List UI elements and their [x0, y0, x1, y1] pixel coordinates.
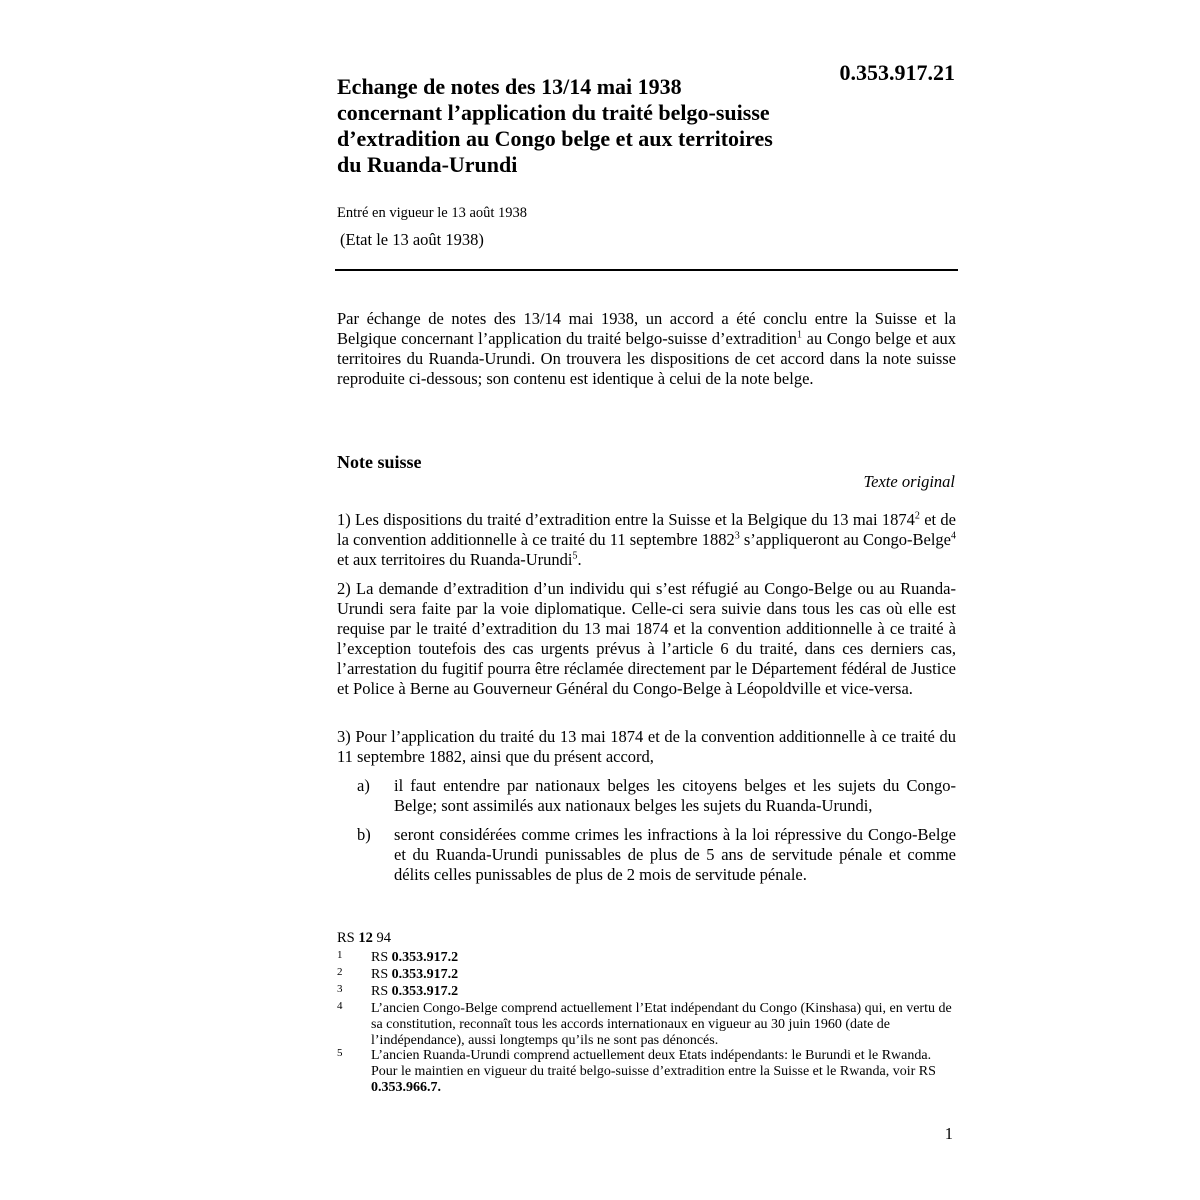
footnote-number: 5 — [337, 1047, 343, 1059]
rs-volume: 12 — [358, 930, 373, 946]
paragraph-text: et de la convention additionnelle à ce traité du 11 septembre 1882 — [337, 510, 956, 549]
footnote-ref[interactable]: 4 — [951, 530, 956, 542]
footnote-text — [371, 967, 957, 983]
title-divider — [335, 269, 958, 271]
document-title — [337, 74, 937, 178]
footnote-number: 2 — [337, 966, 343, 978]
footnote-ref[interactable]: 2 — [914, 510, 920, 522]
footnote-number: 1 — [337, 949, 343, 961]
footnote-ref-link[interactable]: 0.353.917.2 — [391, 967, 459, 982]
rs-page: 94 — [372, 930, 391, 946]
footnote-prefix: L’ancien Ruanda-Urundi comprend actuellement deux Etats indépendants: le Burundi et le Rwanda. Pour le maintien en vigueur du traité belgo-suisse d’extradition entre la Suisse et le Rwanda, voir RS — [371, 1048, 936, 1079]
footnote-body: L’ancien Congo-Belge comprend actuellement l’Etat indépendant du Congo (Kinshasa) qui, en vertu de sa constitution, reconnaît tous les accords internationaux en vigueur au 30 juin 1960 (date de l’indépendance), aussi longtemps qu’ils ne sont pas dénoncés. — [371, 1001, 952, 1048]
footnote-text — [371, 950, 957, 966]
status-date: (Etat le 13 août 1938) — [340, 230, 484, 249]
intro-paragraph — [337, 309, 956, 389]
title-line: concernant l’application du traité belgo-suisse — [337, 100, 770, 125]
paragraph-text: et aux territoires du Ruanda-Urundi — [337, 550, 573, 569]
footnote-ref[interactable]: 1 — [797, 329, 803, 341]
rs-prefix: RS — [337, 930, 359, 946]
footnote-ref-link[interactable]: 0.353.966.7. — [371, 1080, 441, 1095]
sr-number: 0.353.917.21 — [839, 60, 955, 85]
footnote-text — [371, 1001, 957, 1049]
rs-reference — [337, 930, 391, 947]
footnote-number: 4 — [337, 1000, 343, 1012]
footnote-ref[interactable]: 3 — [734, 530, 740, 542]
paragraph-1 — [337, 510, 956, 570]
intro-text: au Congo belge et aux territoires du Ruanda-Urundi. On trouvera les dispositions de cet accord dans la note suisse reproduite ci-dessous; son contenu est identique à celui de la note belge. — [337, 329, 956, 388]
paragraph-text: . — [577, 550, 582, 569]
footnote-prefix: RS — [371, 967, 392, 982]
footnote-text — [371, 1048, 957, 1096]
title-line: d’extradition au Congo belge et aux territoires — [337, 126, 773, 151]
list-item-text: seront considérées comme crimes les infractions à la loi répressive du Congo-Belge et du Ruanda-Urundi punissables de plus de 5 ans de servitude pénale et comme délits celles punissables de plus de 2 mois de servitude pénale. — [394, 825, 956, 884]
footnote-ref-link[interactable]: 0.353.917.2 — [391, 950, 459, 965]
list-item-text: il faut entendre par nationaux belges les citoyens belges et les sujets du Congo-Belge; sont assimilés aux nationaux belges les sujets du Ruanda-Urundi, — [394, 776, 956, 815]
paragraph-3: 3) Pour l’application du traité du 13 mai 1874 et de la convention additionnelle à ce traité du 11 septembre 1882, ainsi que du présent accord, — [337, 727, 956, 766]
paragraph-text: 1) Les dispositions du traité d’extradition entre la Suisse et la Belgique du 13 mai 1874 — [337, 510, 915, 529]
section-heading: Note suisse — [337, 452, 422, 472]
title-line: Echange de notes des 13/14 mai 1938 — [337, 74, 682, 99]
list-item-label: a) — [357, 776, 370, 795]
footnote-ref-link[interactable]: 0.353.917.2 — [391, 984, 459, 999]
entry-into-force: Entré en vigueur le 13 août 1938 — [337, 205, 528, 221]
footnote-ref[interactable]: 5 — [572, 550, 578, 562]
list-item-label: b) — [357, 825, 371, 844]
paragraph-text: s’appliqueront au Congo-Belge — [739, 530, 951, 549]
footnote-prefix: RS — [371, 984, 392, 999]
footnote-number: 3 — [337, 983, 343, 995]
title-line: du Ruanda-Urundi — [337, 152, 518, 177]
original-text-label: Texte original — [863, 472, 955, 491]
footnote-text — [371, 984, 957, 1000]
paragraph-2: 2) La demande d’extradition d’un individu qui s’est réfugié au Congo-Belge ou au Ruanda-Urundi sera faite par la voie diplomatique. Celle-ci sera suivie dans tous les cas où elle est requise par le traité d’extradition du 13 mai 1874 et la convention additionnelle à ce traité à l’exception toutefois des cas urgents prévus à l’article 6 du traité, dans ces derniers cas, l’arrestation du fugitif pourra être réclamée directement par le Département fédéral de Justice et Police à Berne au Gouverneur Général du Congo-Belge à Léopoldville et vice-versa. — [337, 579, 956, 698]
page-number: 1 — [944, 1124, 953, 1143]
footnote-prefix: RS — [371, 950, 392, 965]
intro-text: Par échange de notes des 13/14 mai 1938, un accord a été conclu entre la Suisse et la Belgique concernant l’application du traité belgo-suisse d’extradition — [337, 309, 956, 348]
